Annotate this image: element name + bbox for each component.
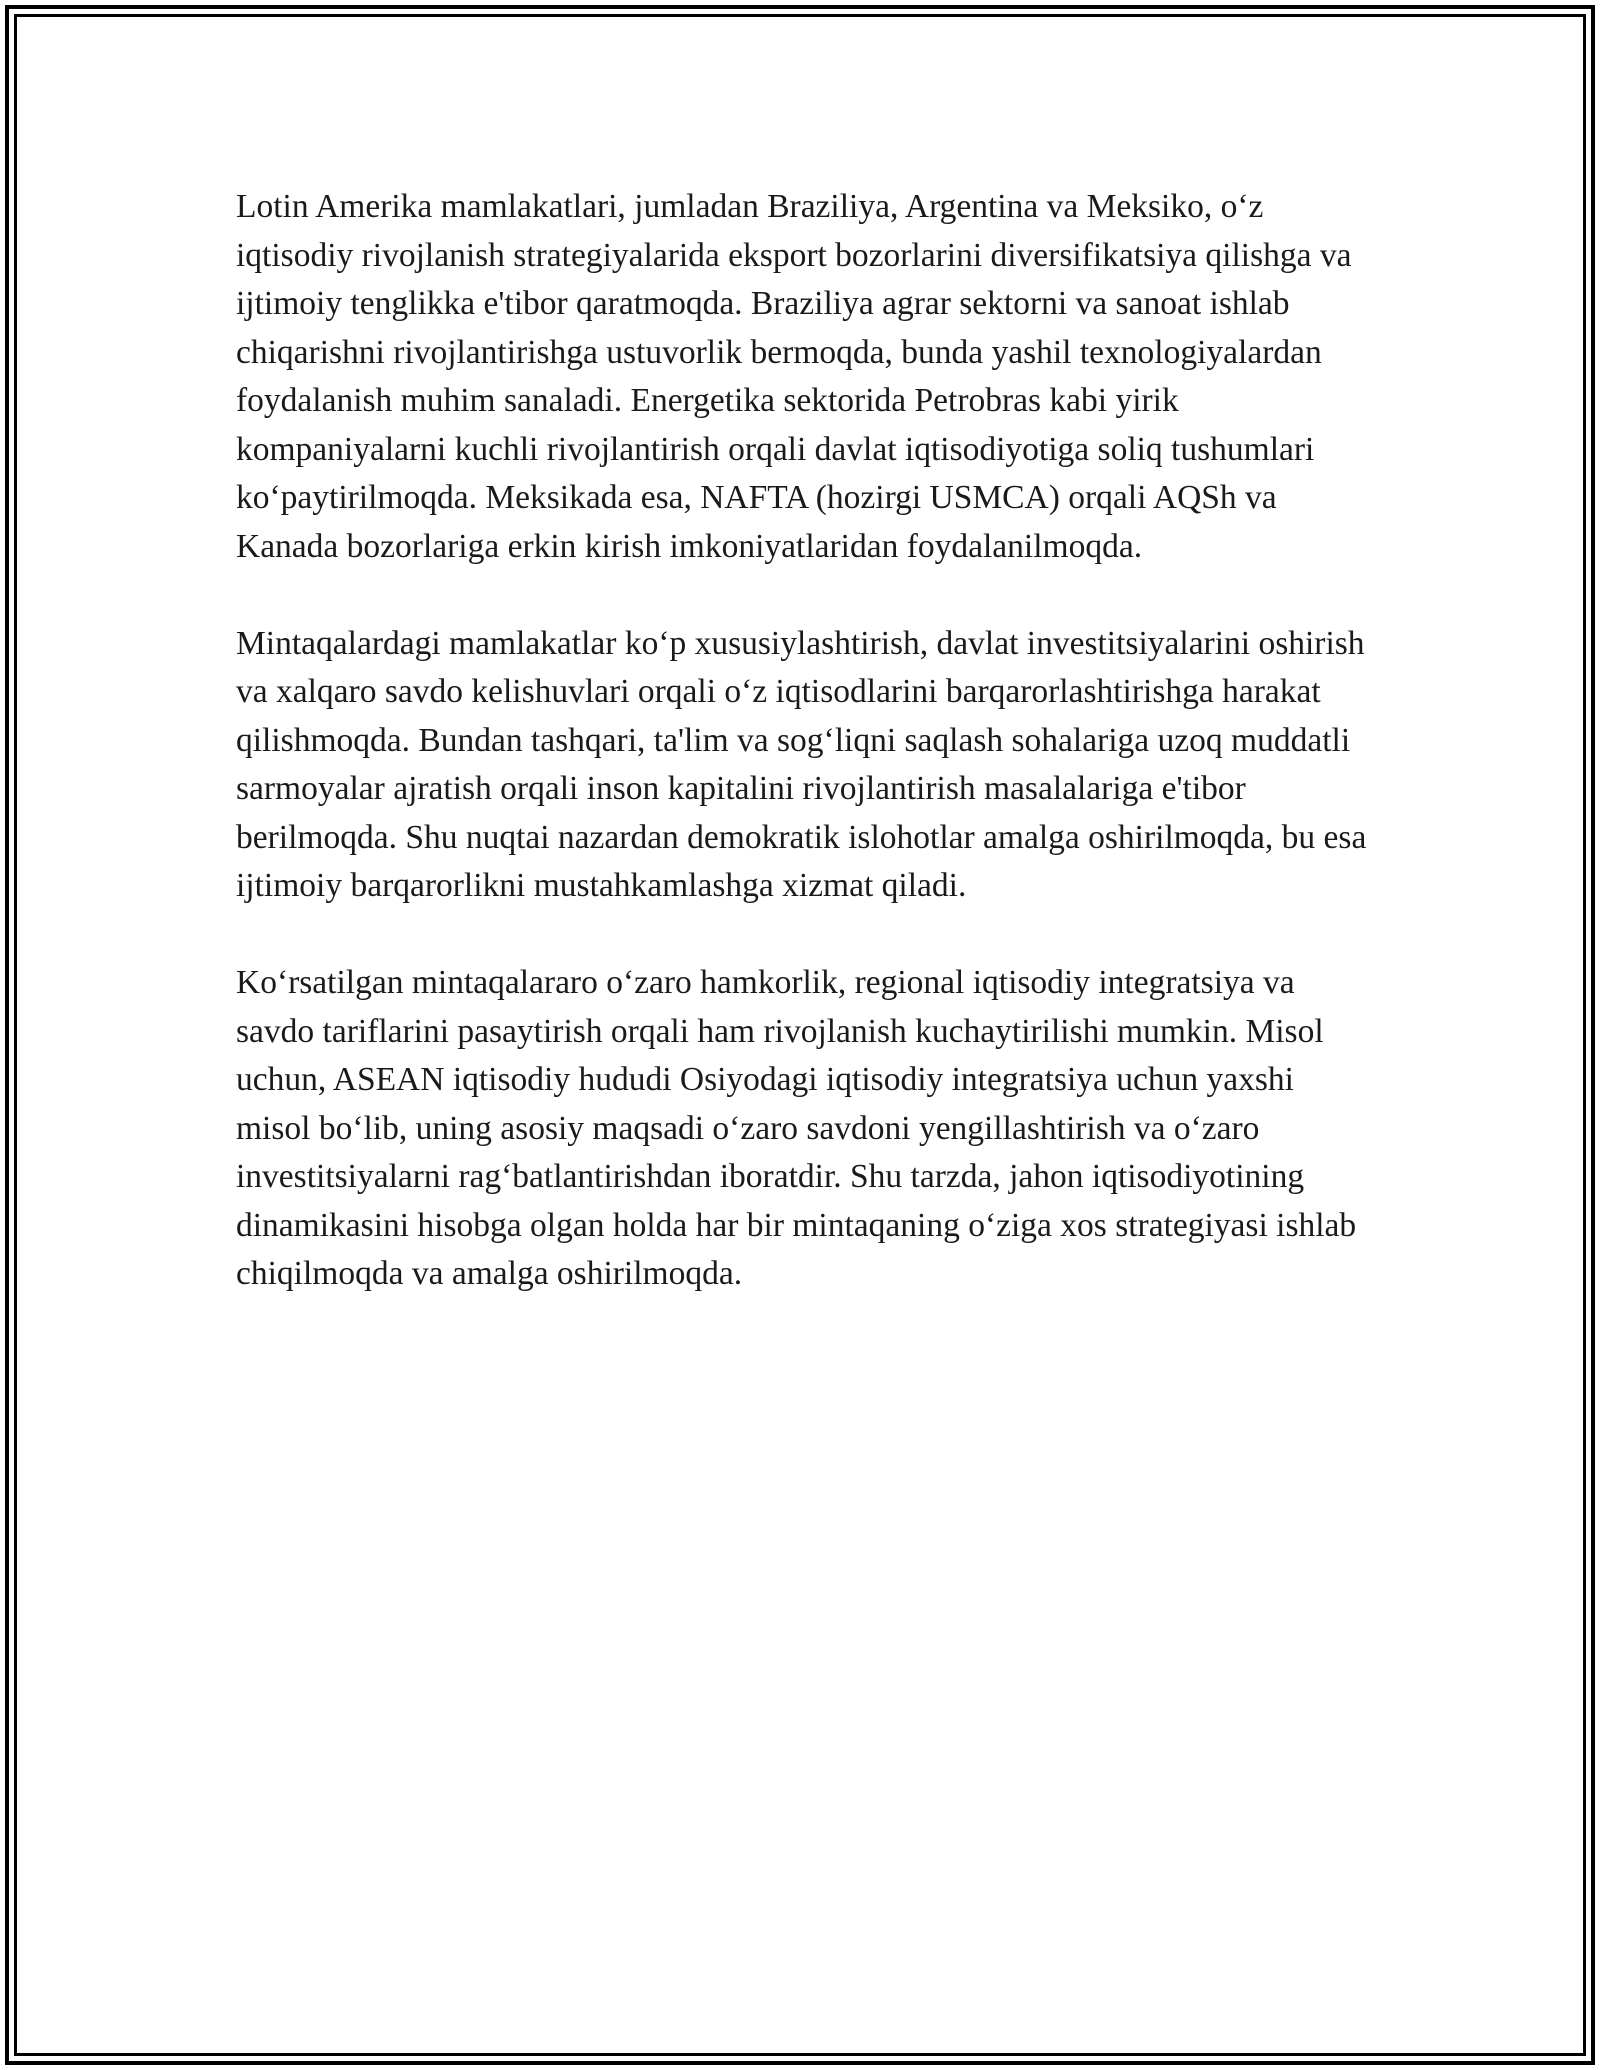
- document-body: [236, 183, 1376, 1347]
- paragraph-regional-reforms: Mintaqalardagi mamlakatlar ko‘p xususiylashtirish, davlat investitsiyalarini oshirish va xalqaro savdo kelishuvlari orqali o‘z iqtisodlarini barqarorlashtirishga harakat qilishmoqda. Bundan tashqari, ta'lim va sog‘liqni saqlash sohalariga uzoq muddatli sarmoyalar ajratish orqali inson kapitalini rivojlantirish masalalariga e'tibor berilmoqda. Shu nuqtai nazardan demokratik islohotlar amalga oshirilmoqda, bu esa ijtimoiy barqarorlikni mustahkamlashga xizmat qiladi.: [236, 624, 1367, 904]
- paragraph-latin-america: Lotin Amerika mamlakatlari, jumladan Braziliya, Argentina va Meksiko, o‘z iqtisodiy rivojlanish strategiyalarida eksport bozorlarini diversifikatsiya qilishga va ijtimoiy tenglikka e'tibor qaratmoqda. Braziliya agrar sektorni va sanoat ishlab chiqarishni rivojlantirishga ustuvorlik bermoqda, bunda yashil texnologiyalardan foydalanish muhim sanaladi. Energetika sektorida Petrobras kabi yirik kompaniyalarni kuchli rivojlantirish orqali davlat iqtisodiyotiga soliq tushumlari ko‘paytirilmoqda. Meksikada esa, NAFTA (hozirgi USMCA) orqali AQSh va Kanada bozorlariga erkin kirish imkoniyatlaridan foydalanilmoqda.: [236, 188, 1352, 565]
- paragraph-regional-integration: Ko‘rsatilgan mintaqalararo o‘zaro hamkorlik, regional iqtisodiy integratsiya va savdo tariflarini pasaytirish orqali ham rivojlanish kuchaytirilishi mumkin. Misol uchun, ASEAN iqtisodiy hududi Osiyodagi iqtisodiy integratsiya uchun yaxshi misol bo‘lib, uning asosiy maqsadi o‘zaro savdoni yengillashtirish va o‘zaro investitsiyalarni rag‘batlantirishdan iboratdir. Shu tarzda, jahon iqtisodiyotining dinamikasini hisobga olgan holda har bir mintaqaning o‘ziga xos strategiyasi ishlab chiqilmoqda va amalga oshirilmoqda.: [236, 964, 1357, 1292]
